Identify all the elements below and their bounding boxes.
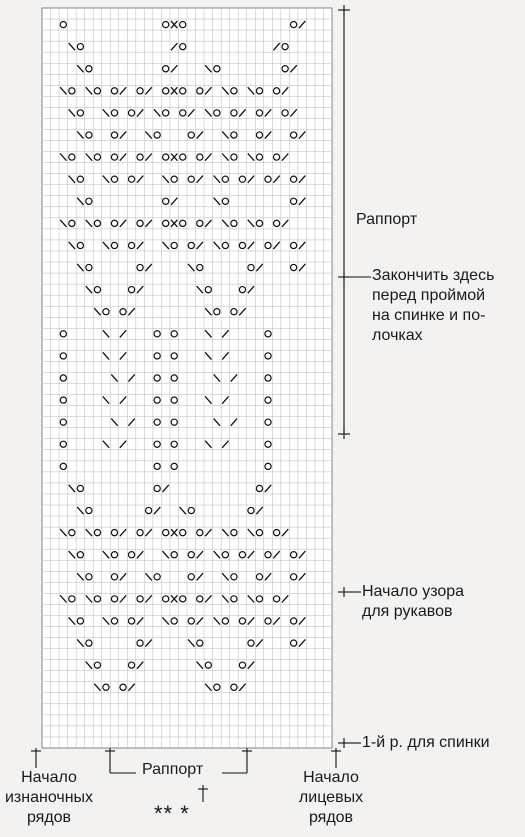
knit-start-line-2: лицевых: [298, 789, 364, 806]
purl-start-note: [4, 768, 94, 828]
knit-start-line-1: Начало: [303, 769, 359, 786]
purl-start-line-2: изнаночных: [4, 789, 94, 806]
stars-mark: ** *: [154, 801, 190, 826]
first-row-note: 1-й р. для спинки: [362, 734, 490, 751]
finish-here-line-2: перед проймой: [372, 287, 486, 304]
knit-start-line-3: рядов: [308, 809, 354, 826]
finish-here-note: [372, 266, 494, 346]
finish-here-line-4: лочках: [372, 327, 423, 344]
sleeve-start-line-2: для рукавов: [362, 603, 453, 620]
purl-start-line-3: рядов: [26, 809, 72, 826]
knit-start-note: [286, 768, 376, 828]
sleeve-start-note: [362, 582, 464, 622]
chart-grid: [42, 8, 332, 748]
purl-start-line-1: Начало: [21, 769, 77, 786]
sleeve-start-line-1: Начало узора: [362, 583, 465, 600]
finish-here-line-3: на спинке и по-: [372, 307, 486, 324]
rapport-bottom-label: Раппорт: [142, 761, 204, 778]
rapport-right-label: Раппорт: [356, 211, 418, 228]
finish-here-line-1: Закончить здесь: [372, 267, 495, 284]
